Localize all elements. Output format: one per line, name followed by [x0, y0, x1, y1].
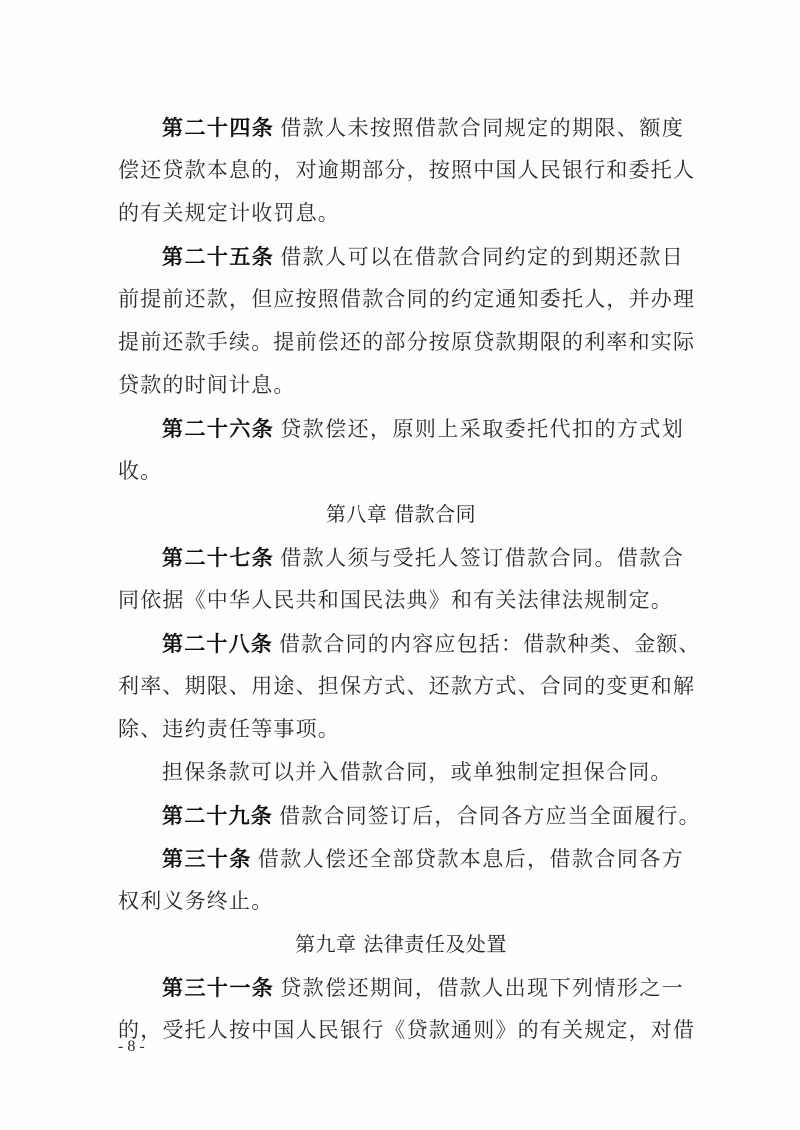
text-line: [118, 837, 684, 880]
line-text: 同依据《中华人民共和国民法典》和有关法律法规制定。: [118, 588, 673, 612]
text-line: [118, 235, 684, 278]
chapter-title: 第八章 借款合同: [325, 502, 477, 526]
text-line: [118, 278, 696, 321]
line-text: 借款合同签订后，合同各方应当全面履行。: [279, 804, 701, 828]
article-number: 第三十条: [162, 846, 252, 871]
text-line: [118, 536, 684, 579]
line-text: 收。: [118, 459, 163, 483]
text-line: [118, 665, 696, 708]
line-text: 权利义务终止。: [118, 889, 274, 913]
line-text: 担保条款可以并入借款合同，或单独制定担保合同。: [162, 760, 673, 784]
article-number: 第二十六条: [162, 416, 275, 441]
line-text: 贷款偿还期间，借款人出现下列情形之一: [280, 976, 684, 1000]
text-line: [118, 794, 701, 837]
page-number: - 8 -: [118, 1038, 145, 1055]
text-line: [118, 622, 701, 665]
text-line: [118, 149, 696, 192]
line-text: 借款人可以在借款合同约定的到期还款日: [280, 245, 684, 269]
text-line: [118, 407, 684, 450]
line-text: 借款人未按照借款合同规定的期限、额度: [280, 116, 684, 140]
article-number: 第二十四条: [162, 115, 275, 140]
line-text: 的，受托人按中国人民银行《贷款通则》的有关规定，对借: [118, 1018, 696, 1042]
line-text: 提前还款手续。提前偿还的部分按原贷款期限的利率和实际: [118, 330, 696, 354]
text-line: [118, 364, 684, 407]
text-line: [118, 751, 684, 794]
article-number: 第二十九条: [162, 803, 273, 828]
article-number: 第二十八条: [162, 631, 273, 656]
line-text: 贷款的时间计息。: [118, 373, 296, 397]
text-line: [118, 450, 684, 493]
text-line: [118, 579, 684, 622]
text-line: [118, 321, 696, 364]
chapter-heading: [118, 923, 684, 966]
line-text: 利率、期限、用途、担保方式、还款方式、合同的变更和解: [118, 674, 696, 698]
article-number: 第二十七条: [162, 545, 275, 570]
document-body: [118, 106, 701, 1052]
article-number: 第二十五条: [162, 244, 275, 269]
text-line: [118, 880, 684, 923]
article-number: 第三十一条: [162, 975, 275, 1000]
line-text: 偿还贷款本息的，对逾期部分，按照中国人民银行和委托人: [118, 158, 696, 182]
text-line: [118, 192, 684, 235]
line-text: 借款人须与受托人签订借款合同。借款合: [280, 546, 684, 570]
line-text: 除、违约责任等事项。: [118, 717, 340, 741]
chapter-heading: [118, 493, 684, 536]
text-line: [118, 1009, 696, 1052]
line-text: 借款人偿还全部贷款本息后，借款合同各方: [257, 847, 684, 871]
line-text: 贷款偿还，原则上采取委托代扣的方式划: [280, 417, 684, 441]
text-line: [118, 106, 684, 149]
text-line: [118, 966, 684, 1009]
line-text: 前提前还款，但应按照借款合同的约定通知委托人，并办理: [118, 287, 696, 311]
line-text: 的有关规定计收罚息。: [118, 201, 340, 225]
chapter-title: 第九章 法律责任及处置: [295, 932, 507, 956]
text-line: [118, 708, 684, 751]
line-text: 借款合同的内容应包括：借款种类、金额、: [279, 632, 701, 656]
